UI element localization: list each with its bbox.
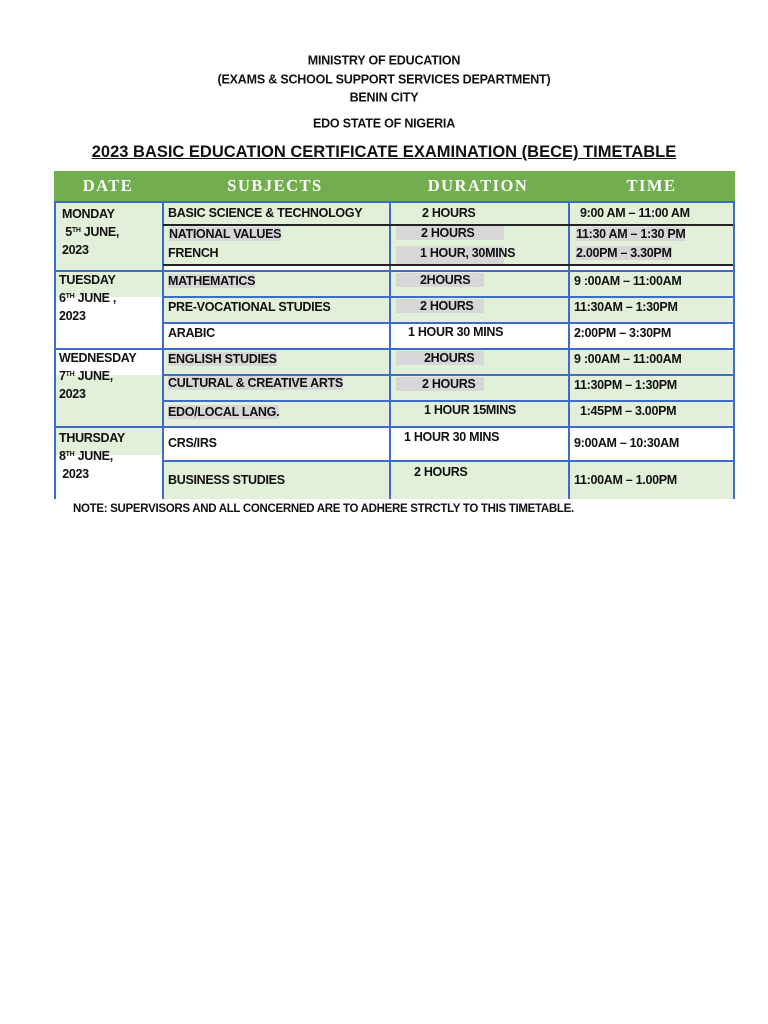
column-header-date: DATE	[82, 176, 134, 195]
row-divider	[56, 270, 733, 272]
time-crs-irs: 9:00AM – 10:30AM	[574, 436, 679, 450]
time-national-values: 11:30 AM – 1:30 PM	[576, 227, 686, 241]
duration-mathematics: 2HOURS	[396, 273, 484, 287]
date-monday: MONDAY 5TH JUNE, 2023	[62, 207, 120, 257]
subject-cultural-creative-arts: CULTURAL & CREATIVE ARTS	[168, 376, 343, 390]
time-basic-science: 9:00 AM – 11:00 AM	[580, 206, 690, 220]
duration-national-values: 2 HOURS	[396, 226, 504, 240]
duration-english: 2HOURS	[396, 351, 484, 365]
column-divider	[568, 203, 570, 499]
date-thursday: THURSDAY 8TH JUNE, 2023	[59, 431, 125, 481]
state-line: EDO STATE OF NIGERIA	[312, 115, 456, 131]
date-tuesday: TUESDAY 6TH JUNE , 2023	[59, 273, 117, 323]
timetable	[54, 171, 735, 499]
row-divider	[56, 348, 733, 350]
table-body	[54, 201, 735, 499]
row-divider	[163, 322, 733, 324]
city-line: BENIN CITY	[349, 89, 419, 105]
duration-business-studies: 2 HOURS	[414, 465, 468, 479]
duration-arabic: 1 HOUR 30 MINS	[408, 325, 504, 339]
subject-arabic: ARABIC	[168, 326, 215, 340]
time-cultural-creative-arts: 11:30PM – 1:30PM	[574, 378, 677, 392]
row-divider	[163, 460, 733, 462]
subject-french: FRENCH	[168, 246, 219, 260]
row-divider	[163, 400, 733, 402]
duration-pre-vocational: 2 HOURS	[396, 299, 484, 313]
document-title: 2023 BASIC EDUCATION CERTIFICATE EXAMINATION (BECE) TIMETABLE	[91, 143, 677, 161]
subject-english: ENGLISH STUDIES	[168, 352, 277, 366]
subject-mathematics: MATHEMATICS	[168, 274, 256, 288]
subject-crs-irs: CRS/IRS	[168, 436, 217, 450]
duration-edo-local-lang: 1 HOUR 15MINS	[424, 403, 516, 417]
column-header-time: TIME	[626, 176, 677, 195]
time-business-studies: 11:00AM – 1.00PM	[574, 473, 677, 487]
subject-national-values: NATIONAL VALUES	[169, 227, 282, 241]
row-divider	[163, 296, 733, 298]
time-arabic: 2:00PM – 3:30PM	[574, 326, 671, 340]
time-english: 9 :00AM – 11:00AM	[574, 352, 682, 366]
column-header-subjects: SUBJECTS	[227, 176, 323, 195]
time-pre-vocational: 11:30AM – 1:30PM	[574, 300, 678, 314]
duration-cultural-creative-arts: 2 HOURS	[396, 377, 484, 391]
duration-crs-irs: 1 HOUR 30 MINS	[404, 430, 500, 444]
subject-basic-science: BASIC SCIENCE & TECHNOLOGY	[168, 206, 363, 220]
row-divider	[56, 426, 733, 428]
ministry-line: MINISTRY OF EDUCATION	[307, 53, 461, 68]
subject-business-studies: BUSINESS STUDIES	[168, 473, 285, 487]
subject-pre-vocational: PRE-VOCATIONAL STUDIES	[168, 300, 331, 314]
table-header-row	[54, 171, 735, 201]
column-divider	[162, 203, 164, 499]
column-header-duration: DURATION	[427, 176, 529, 195]
time-french: 2.00PM – 3.30PM	[576, 246, 672, 260]
timetable-note: NOTE: SUPERVISORS AND ALL CONCERNED ARE TO ADHERE STRCTLY TO THIS TIMETABLE.	[73, 503, 574, 515]
letterhead	[0, 52, 768, 133]
duration-basic-science: 2 HOURS	[422, 206, 476, 220]
duration-french: 1 HOUR, 30MINS	[396, 246, 504, 264]
department-line: (EXAMS & SCHOOL SUPPORT SERVICES DEPARTMENT)	[217, 71, 551, 87]
subject-edo-local-lang: EDO/LOCAL LANG.	[168, 405, 280, 419]
date-wednesday: WEDNESDAY 7TH JUNE, 2023	[59, 351, 137, 401]
column-divider	[389, 203, 391, 499]
row-divider	[163, 264, 733, 266]
time-edo-local-lang: 1:45PM – 3.00PM	[580, 404, 677, 418]
time-mathematics: 9 :00AM – 11:00AM	[574, 274, 682, 288]
